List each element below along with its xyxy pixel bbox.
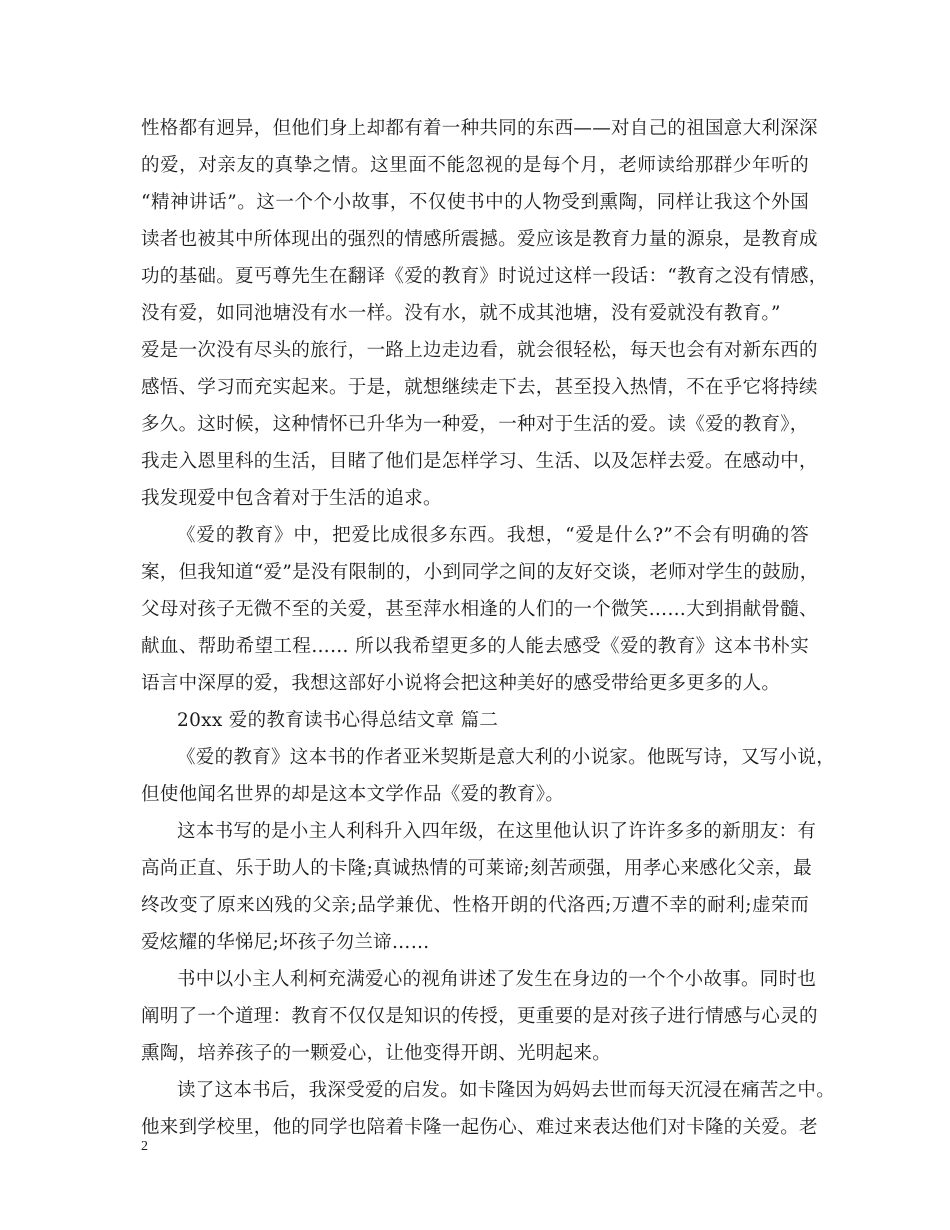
text-line: 的爱，对亲友的真挚之情。这里面不能忽视的是每个月，老师读给那群少年听的 (141, 155, 809, 176)
text-line: 高尚正直、乐于助人的卡隆;真诚热情的可莱谛;刻苦顽强，用孝心来感化父亲，最 (141, 858, 813, 879)
text-line: 爱炫耀的华悌尼;坏孩子勿兰谛…… (141, 932, 430, 953)
text-line: 献血、帮助希望工程…… 所以我希望更多的人能去感受《爱的教育》这本书朴实 (141, 636, 809, 657)
text-line: 读者也被其中所体现出的强烈的情感所震撼。爱应该是教育力量的源泉，是教育成 (141, 229, 818, 250)
text-line: 感悟、学习而充实起来。于是，就想继续走下去，甚至投入热情，不在乎它将持续 (141, 377, 818, 398)
paragraph-first-line: 《爱的教育》中，把爱比成很多东西。我想，“爱是什么?”不会有明确的答 (177, 525, 809, 546)
text-line: 我发现爱中包含着对于生活的追求。 (141, 488, 442, 509)
text-line: 没有爱，如同池塘没有水一样。没有水，就不成其池塘，没有爱就没有教育。” (141, 303, 781, 324)
text-line: 终改变了原来凶残的父亲;品学兼优、性格开朗的代洛西;万遭不幸的耐利;虚荣而 (141, 895, 809, 916)
section-heading: 20xx 爱的教育读书心得总结文章 篇二 (177, 710, 499, 731)
paragraph-first-line: 书中以小主人利柯充满爱心的视角讲述了发生在身边的一个个小故事。同时也 (177, 969, 817, 990)
text-line: 语言中深厚的爱，我想这部好小说将会把这种美好的感受带给更多更多的人。 (141, 673, 781, 694)
text-line: 我走入恩里科的生活，目睹了他们是怎样学习、生活、以及怎样去爱。在感动中， (141, 451, 818, 472)
page-number: 2 (141, 1139, 148, 1154)
text-line: 阐明了一个道理：教育不仅仅是知识的传授，更重要的是对孩子进行情感与心灵的 (141, 1006, 818, 1027)
text-line: 熏陶，培养孩子的一颗爱心，让他变得开朗、光明起来。 (141, 1043, 612, 1064)
text-line: “精神讲话”。这一个个小故事，不仅使书中的人物受到熏陶，同样让我这个外国 (141, 192, 809, 213)
text-line: 多久。这时候，这种情怀已升华为一种爱，一种对于生活的爱。读《爱的教育》， (141, 414, 809, 435)
paragraph-first-line: 这本书写的是小主人利科升入四年级，在这里他认识了许许多多的新朋友：有 (177, 821, 817, 842)
paragraph-first-line: 读了这本书后，我深受爱的启发。如卡隆因为妈妈去世而每天沉浸在痛苦之中。 (177, 1080, 836, 1101)
text-line: 性格都有迥异，但他们身上却都有着一种共同的东西——对自己的祖国意大利深深 (141, 118, 818, 139)
text-line: 爱是一次没有尽头的旅行，一路上边走边看，就会很轻松，每天也会有对新东西的 (141, 340, 818, 361)
paragraph-first-line: 《爱的教育》这本书的作者亚米契斯是意大利的小说家。他既写诗，又写小说， (177, 747, 836, 768)
text-line: 父母对孩子无微不至的关爱，甚至萍水相逢的人们的一个微笑……大到捐献骨髓、 (141, 599, 818, 620)
text-line: 但使他闻名世界的却是这本文学作品《爱的教育》。 (141, 784, 565, 805)
text-line: 功的基础。夏丐尊先生在翻译《爱的教育》时说过这样一段话：“教育之没有情感， (141, 266, 828, 287)
text-line: 案，但我知道“爱”是没有限制的，小到同学之间的友好交谈，老师对学生的鼓励， (141, 562, 819, 583)
text-line: 他来到学校里，他的同学也陪着卡隆一起伤心、难过来表达他们对卡隆的关爱。老 (141, 1117, 818, 1138)
